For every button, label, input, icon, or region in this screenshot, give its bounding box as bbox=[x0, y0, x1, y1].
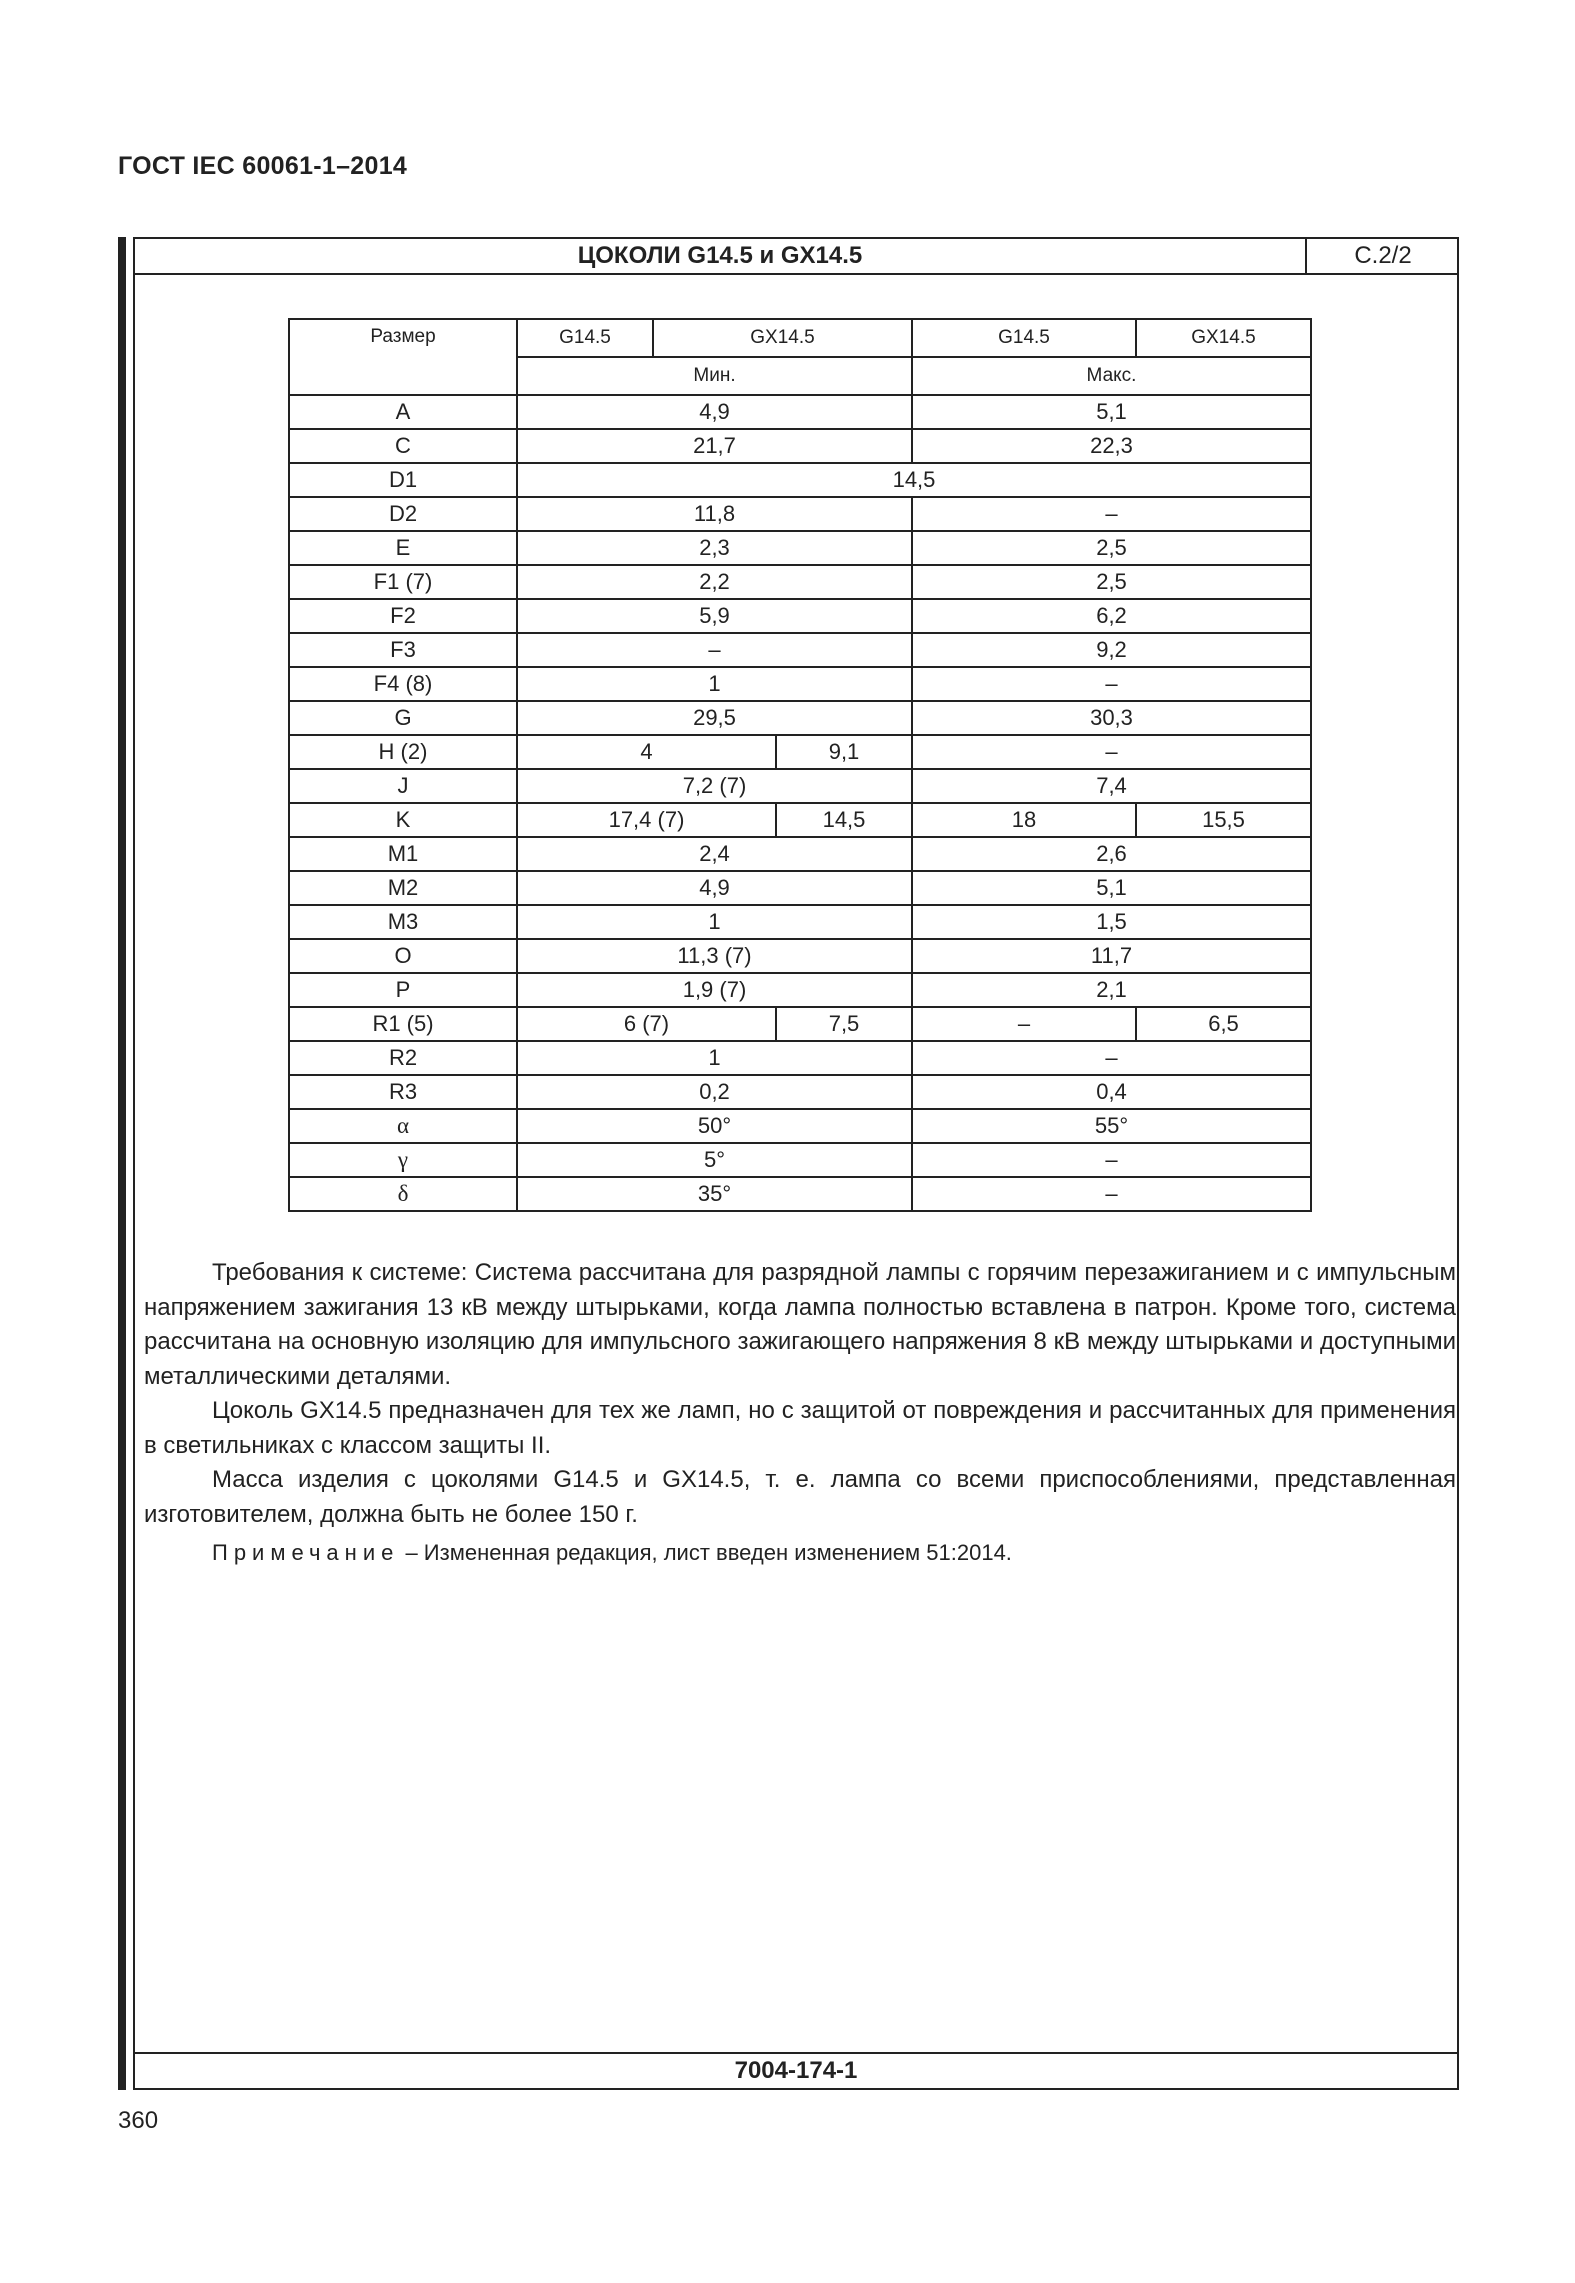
table-row bbox=[289, 871, 1311, 905]
cell-min: 2,4 bbox=[517, 837, 912, 871]
cell-max-gx145: 15,5 bbox=[1136, 803, 1311, 837]
row-label: C bbox=[289, 429, 517, 463]
row-label: H (2) bbox=[289, 735, 517, 769]
body-text bbox=[144, 1256, 1456, 1532]
row-label: A bbox=[289, 395, 517, 429]
cell-min: 7,2 (7) bbox=[517, 769, 912, 803]
cell-max: 2,5 bbox=[912, 565, 1311, 599]
table-row bbox=[289, 769, 1311, 803]
cell-max: 5,1 bbox=[912, 395, 1311, 429]
table-row bbox=[289, 667, 1311, 701]
paragraph: Масса изделия с цоколями G14.5 и GX14.5, т. е. лампа со всеми приспособлениями, представленная изготовителем, должна быть не более 150 г. bbox=[144, 1466, 1456, 1528]
cell-min: – bbox=[517, 633, 912, 667]
table-row bbox=[289, 701, 1311, 735]
table-row bbox=[289, 531, 1311, 565]
cell-min-g145: 6 (7) bbox=[517, 1007, 776, 1041]
row-label: E bbox=[289, 531, 517, 565]
table-row bbox=[289, 1143, 1311, 1177]
cell-min-gx145: 14,5 bbox=[776, 803, 912, 837]
table-row bbox=[289, 735, 1311, 769]
cell-min-gx145: 9,1 bbox=[776, 735, 912, 769]
cell-min: 11,3 (7) bbox=[517, 939, 912, 973]
table-row bbox=[289, 1041, 1311, 1075]
header-min: Мин. bbox=[517, 357, 912, 395]
row-label: M2 bbox=[289, 871, 517, 905]
cell-max: 9,2 bbox=[912, 633, 1311, 667]
cell-min: 50° bbox=[517, 1109, 912, 1143]
row-label: R2 bbox=[289, 1041, 517, 1075]
table-row bbox=[289, 565, 1311, 599]
row-label: O bbox=[289, 939, 517, 973]
row-label: R1 (5) bbox=[289, 1007, 517, 1041]
cell-max-g145: – bbox=[912, 1007, 1136, 1041]
cell-max: 2,1 bbox=[912, 973, 1311, 1007]
cell-max: 2,6 bbox=[912, 837, 1311, 871]
header-min-gx145: GX14.5 bbox=[653, 319, 912, 357]
cell-max: – bbox=[912, 1041, 1311, 1075]
page-number: 360 bbox=[118, 2107, 159, 2134]
header-min-g145: G14.5 bbox=[517, 319, 653, 357]
cell-min: 1 bbox=[517, 667, 912, 701]
cell-max: 1,5 bbox=[912, 905, 1311, 939]
table-row bbox=[289, 633, 1311, 667]
row-label: R3 bbox=[289, 1075, 517, 1109]
cell-max: – bbox=[912, 1177, 1311, 1211]
cell-min: 35° bbox=[517, 1177, 912, 1211]
sheet-page-ref: С.2/2 bbox=[1305, 239, 1459, 273]
table-row bbox=[289, 1007, 1311, 1041]
cell-max: – bbox=[912, 1143, 1311, 1177]
cell-min-g145: 17,4 (7) bbox=[517, 803, 776, 837]
table-row bbox=[289, 837, 1311, 871]
cell-min: 11,8 bbox=[517, 497, 912, 531]
table-row bbox=[289, 599, 1311, 633]
table-row bbox=[289, 905, 1311, 939]
cell-max: 30,3 bbox=[912, 701, 1311, 735]
cell-max: 7,4 bbox=[912, 769, 1311, 803]
cell-max: 11,7 bbox=[912, 939, 1311, 973]
cell-min: 4,9 bbox=[517, 395, 912, 429]
cell-min: 29,5 bbox=[517, 701, 912, 735]
table-row bbox=[289, 1109, 1311, 1143]
cell-min: 1 bbox=[517, 1041, 912, 1075]
table-row bbox=[289, 803, 1311, 837]
row-label: M1 bbox=[289, 837, 517, 871]
table-row bbox=[289, 497, 1311, 531]
cell-max: – bbox=[912, 667, 1311, 701]
table-row bbox=[289, 395, 1311, 429]
cell-min: 5° bbox=[517, 1143, 912, 1177]
note-label: Примечание bbox=[212, 1540, 400, 1565]
note bbox=[212, 1540, 1012, 1566]
cell-max: 0,4 bbox=[912, 1075, 1311, 1109]
cell-min: 2,3 bbox=[517, 531, 912, 565]
cell-max: 22,3 bbox=[912, 429, 1311, 463]
row-label: D1 bbox=[289, 463, 517, 497]
cell-max-gx145: 6,5 bbox=[1136, 1007, 1311, 1041]
cell-max: 5,1 bbox=[912, 871, 1311, 905]
paragraph: Требования к системе: Система рассчитана для разрядной лампы с горячим перезажиганием и с импульсным напряжением зажигания 13 кВ между штырьками, когда лампа полностью вставлена в патрон. Кроме того, система рассчитана на основную изоляцию для импульсного зажигающего напряжения 8 кВ между штырьками и доступными металлическими деталями. bbox=[144, 1259, 1456, 1390]
row-label: P bbox=[289, 973, 517, 1007]
cell-value: 14,5 bbox=[517, 463, 1311, 497]
row-label: D2 bbox=[289, 497, 517, 531]
table-row bbox=[289, 463, 1311, 497]
row-label: J bbox=[289, 769, 517, 803]
table-row bbox=[289, 939, 1311, 973]
table-row bbox=[289, 1177, 1311, 1211]
cell-max: 6,2 bbox=[912, 599, 1311, 633]
row-label: δ bbox=[289, 1177, 517, 1211]
cell-max: 55° bbox=[912, 1109, 1311, 1143]
note-text: – Измененная редакция, лист введен изменением 51:2014. bbox=[399, 1540, 1012, 1565]
paragraph: Цоколь GX14.5 предназначен для тех же ламп, но с защитой от повреждения и рассчитанных для применения в светильниках с классом защиты II. bbox=[144, 1397, 1456, 1459]
cell-min: 21,7 bbox=[517, 429, 912, 463]
cell-max: – bbox=[912, 497, 1311, 531]
header-max-gx145: GX14.5 bbox=[1136, 319, 1311, 357]
cell-max: – bbox=[912, 735, 1311, 769]
sheet-header bbox=[135, 239, 1457, 275]
table-row bbox=[289, 973, 1311, 1007]
sheet-number: 7004-174-1 bbox=[135, 2052, 1457, 2088]
row-label: F1 (7) bbox=[289, 565, 517, 599]
row-label: F4 (8) bbox=[289, 667, 517, 701]
table-header-row bbox=[289, 319, 1311, 357]
cell-min: 1 bbox=[517, 905, 912, 939]
table-row bbox=[289, 429, 1311, 463]
header-max: Макс. bbox=[912, 357, 1311, 395]
sheet-title: ЦОКОЛИ G14.5 и GX14.5 bbox=[577, 242, 863, 269]
document-title: ГОСТ IEC 60061-1–2014 bbox=[118, 152, 408, 180]
cell-min: 2,2 bbox=[517, 565, 912, 599]
cell-min: 1,9 (7) bbox=[517, 973, 912, 1007]
row-label: G bbox=[289, 701, 517, 735]
cell-max: 2,5 bbox=[912, 531, 1311, 565]
header-size: Размер bbox=[289, 319, 517, 395]
row-label: F3 bbox=[289, 633, 517, 667]
row-label: F2 bbox=[289, 599, 517, 633]
frame-left-bar bbox=[118, 237, 126, 2090]
cell-min-g145: 4 bbox=[517, 735, 776, 769]
row-label: K bbox=[289, 803, 517, 837]
row-label: M3 bbox=[289, 905, 517, 939]
cell-min-gx145: 7,5 bbox=[776, 1007, 912, 1041]
cell-min: 4,9 bbox=[517, 871, 912, 905]
cell-min: 5,9 bbox=[517, 599, 912, 633]
table-row bbox=[289, 1075, 1311, 1109]
row-label: γ bbox=[289, 1143, 517, 1177]
cell-max-g145: 18 bbox=[912, 803, 1136, 837]
row-label: α bbox=[289, 1109, 517, 1143]
dimensions-table bbox=[288, 318, 1312, 1212]
cell-min: 0,2 bbox=[517, 1075, 912, 1109]
header-max-g145: G14.5 bbox=[912, 319, 1136, 357]
